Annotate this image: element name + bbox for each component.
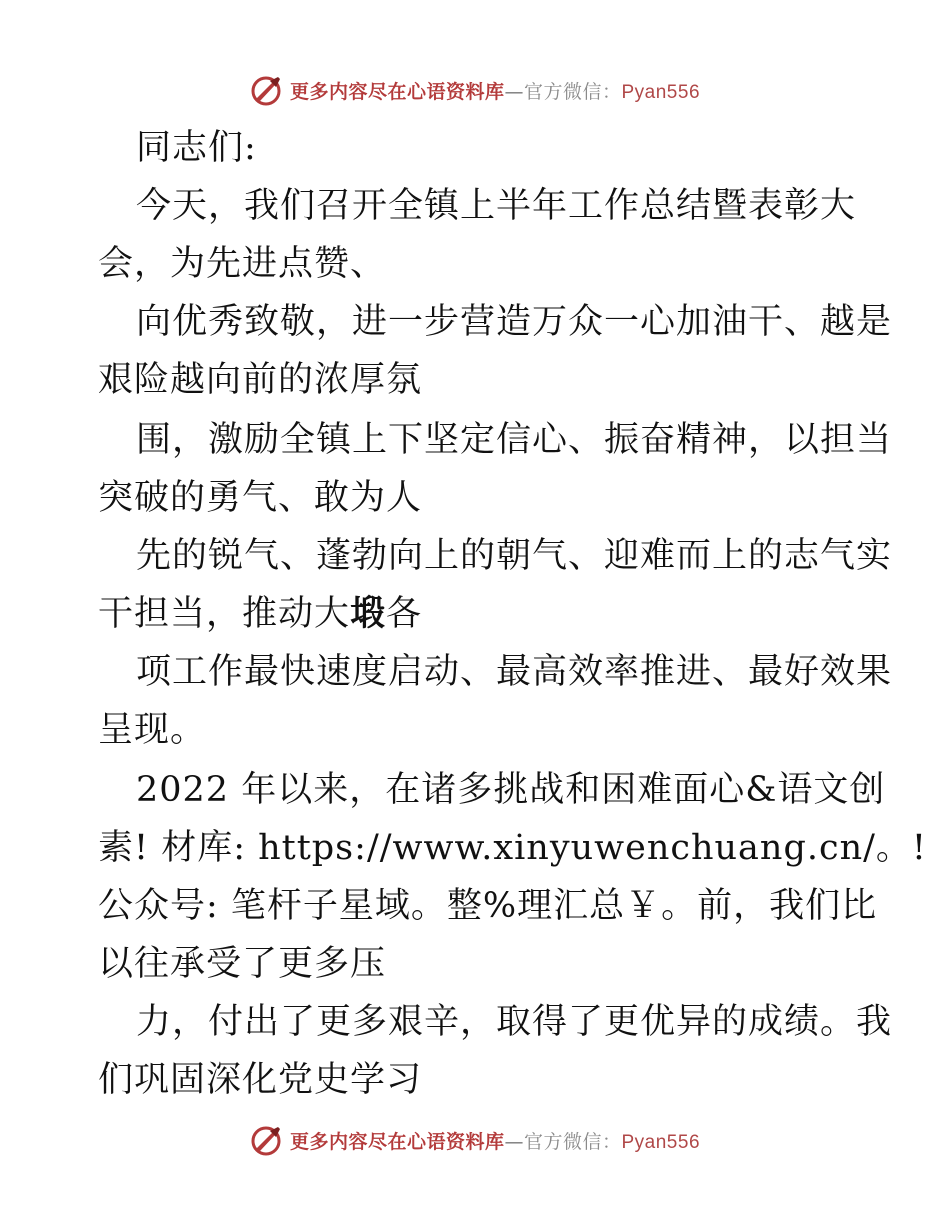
text-line: 艰险越向前的浓厚氛 <box>98 360 423 400</box>
banner-text <box>290 77 700 104</box>
text-segment: 各 <box>386 594 423 634</box>
header-banner <box>0 70 950 110</box>
text-line: 呈现。 <box>98 710 207 750</box>
text-line: 先的锐气、蓬勃向上的朝气、迎难而上的志气实 <box>136 536 893 576</box>
pen-logo-icon <box>250 1123 284 1157</box>
text-line: 向优秀致敬，进一步营造万众一心加油干、越是 <box>136 302 893 342</box>
banner-label: 官方微信： <box>523 80 622 103</box>
banner-text <box>290 1127 700 1154</box>
banner-brand: 更多内容尽在心语资料库 <box>289 1130 505 1153</box>
text-line <box>98 594 422 634</box>
text-line: 公众号: 笔杆子星域。整%理汇总￥。前，我们比 <box>98 886 878 926</box>
text-line: 同志们: <box>136 128 257 168</box>
banner-wechat-id: Pyan556 <box>621 81 701 103</box>
text-line: 2022 年以来，在诸多挑战和困难面心&语文创 <box>136 770 886 810</box>
banner-brand: 更多内容尽在心语资料库 <box>289 80 505 103</box>
text-line: 以往承受了更多压 <box>98 944 387 984</box>
text-line: 素! 材库: https://www.xinyuwenchuang.cn/。! <box>98 828 927 868</box>
banner-label: 官方微信： <box>523 1130 622 1153</box>
text-line: 突破的勇气、敢为人 <box>98 478 423 518</box>
pen-logo-icon <box>250 73 284 107</box>
odd-char: 塅 <box>350 594 387 634</box>
text-line: 今天，我们召开全镇上半年工作总结暨表彰大 <box>136 186 857 226</box>
text-line: 会，为先进点赞、 <box>98 244 387 284</box>
text-line: 项工作最快速度启动、最高效率推进、最好效果 <box>136 652 893 692</box>
text-line: 力，付出了更多艰辛，取得了更优异的成绩。我 <box>136 1002 893 1042</box>
footer-banner <box>0 1120 950 1160</box>
banner-separator: — <box>504 80 524 103</box>
text-segment: 干担当，推动大 <box>98 594 351 634</box>
banner-separator: — <box>504 1130 524 1153</box>
text-line: 们巩固深化党史学习 <box>98 1060 423 1100</box>
text-line: 围，激励全镇上下坚定信心、振奋精神，以担当 <box>136 420 893 460</box>
banner-wechat-id: Pyan556 <box>621 1131 701 1153</box>
